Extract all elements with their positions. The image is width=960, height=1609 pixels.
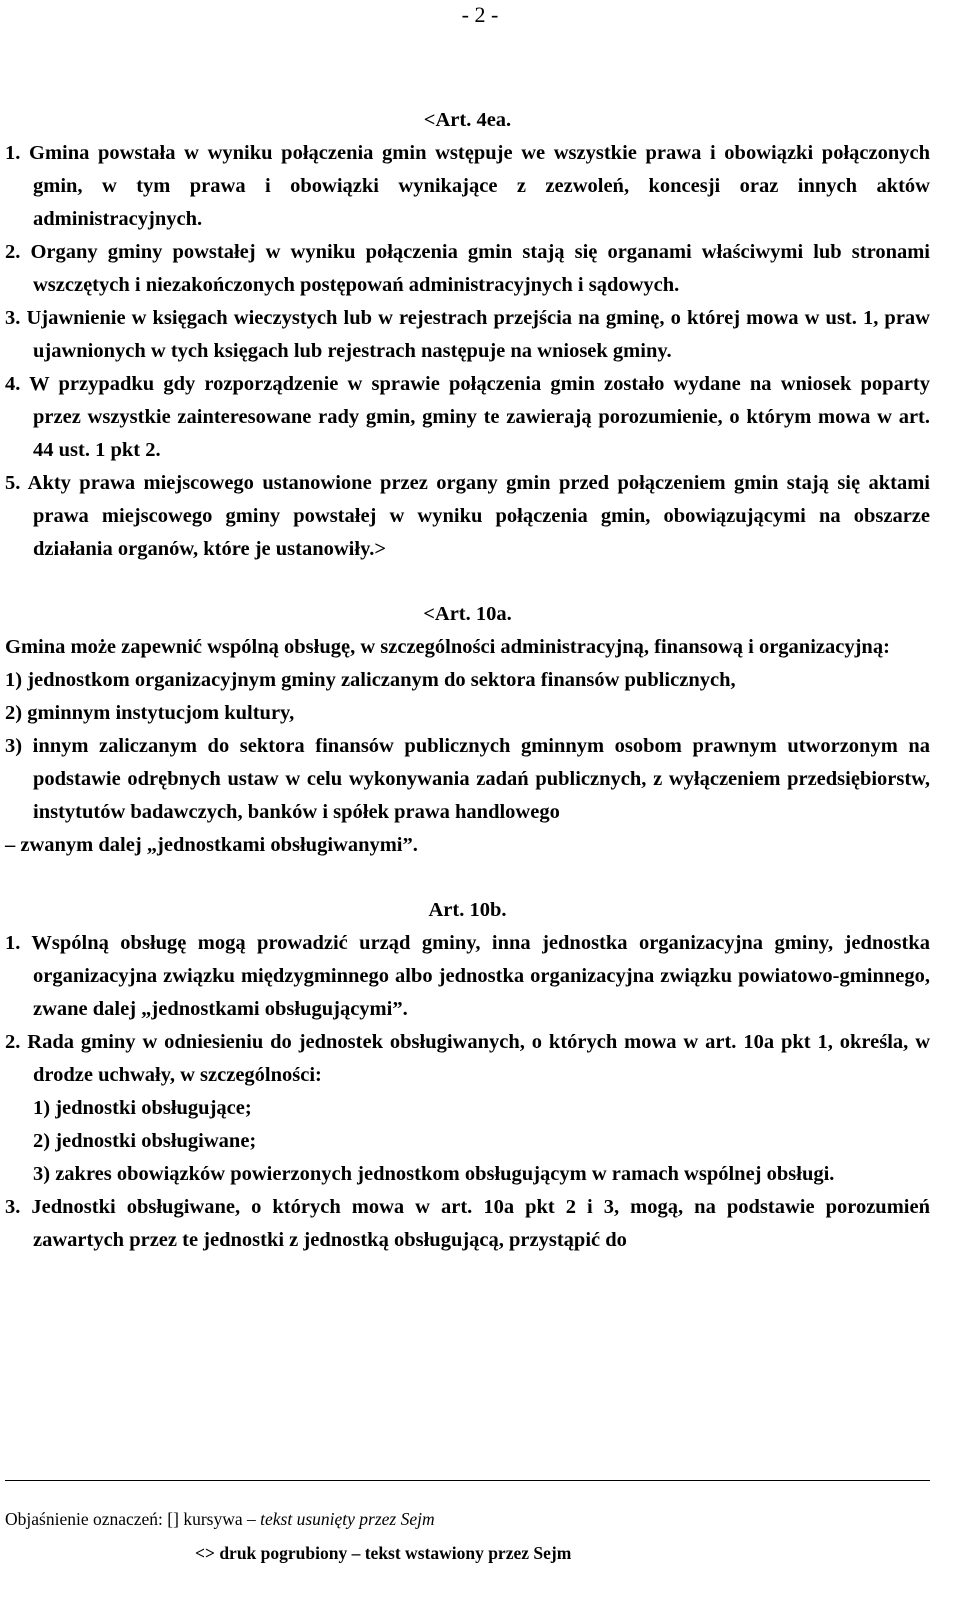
art-4ea-paragraph-4: 4. W przypadku gdy rozporządzenie w sprawie połączenia gmin zostało wydane na wniosek poparty przez wszystkie zainteresowane rady gmin, gminy te zawierają porozumienie, o którym mowa w art. 44 ust. 1 pkt 2. [5, 373, 930, 461]
art-10b-p2-item-1: 1) jednostki obsługujące; [33, 1097, 252, 1119]
legend-italic-key: [] kursywa – [167, 1509, 256, 1529]
art-4ea-paragraph-5: 5. Akty prawa miejscowego ustanowione przez organy gmin przed połączeniem gmin stają się aktami prawa miejscowego gminy powstałej w wyniku połączenia gmin, obowiązującymi na obszarze działania organów, które je ustanowiły.> [5, 472, 930, 560]
legend-italic-line [5, 1509, 925, 1530]
art-4ea-paragraph-3: 3. Ujawnienie w księgach wieczystych lub w rejestrach przejścia na gminę, o której mowa w ust. 1, praw ujawnionych w tych księgach lub rejestrach następuje na wniosek gminy. [5, 307, 930, 362]
art-10a-intro: Gmina może zapewnić wspólną obsługę, w szczególności administracyjną, finansową i organizacyjną: [5, 636, 890, 658]
art-10b-p2-item-3: 3) zakres obowiązków powierzonych jednostkom obsługującym w ramach wspólnej obsługi. [33, 1163, 835, 1185]
document-body [5, 104, 930, 1257]
art-4ea-paragraph-1: 1. Gmina powstała w wyniku połączenia gmin wstępuje we wszystkie prawa i obowiązki połączonych gmin, w tym prawa i obowiązki wynikające z zezwoleń, koncesji oraz innych aktów administracyjnych. [5, 142, 930, 230]
legend-footer [5, 1480, 925, 1564]
legend-bold-line: <> druk pogrubiony – tekst wstawiony przez Sejm [195, 1543, 572, 1563]
art-10a-item-1: 1) jednostkom organizacyjnym gminy zaliczanym do sektora finansów publicznych, [5, 669, 736, 691]
art-4ea-heading: <Art. 4ea. [423, 109, 512, 131]
art-10b-paragraph-3: 3. Jednostki obsługiwane, o których mowa w art. 10a pkt 2 i 3, mogą, na podstawie porozumień zawartych przez te jednostki z jednostką obsługującą, przystąpić do [5, 1196, 930, 1251]
art-10a-closing: – zwanym dalej „jednostkami obsługiwanymi”. [5, 834, 418, 856]
art-10a-item-2: 2) gminnym instytucjom kultury, [5, 702, 295, 724]
art-10a-item-3: 3) innym zaliczanym do sektora finansów publicznych gminnym osobom prawnym utworzonym na podstawie odrębnych ustaw w celu wykonywania zadań publicznych, z wyłączeniem przedsiębiorstw, instytutów badawczych, banków i spółek prawa handlowego [5, 735, 930, 823]
art-10b-p2-item-2: 2) jednostki obsługiwane; [33, 1130, 257, 1152]
art-10b-paragraph-2: 2. Rada gminy w odniesieniu do jednostek obsługiwanych, o których mowa w art. 10a pkt 1, określa, w drodze uchwały, w szczególności: [5, 1031, 930, 1086]
legend-label: Objaśnienie oznaczeń: [5, 1509, 163, 1529]
art-10b-paragraph-2-list [5, 1092, 930, 1191]
footer-divider [5, 1480, 930, 1481]
art-10b-heading: Art. 10b. [428, 899, 507, 921]
art-10a-heading: <Art. 10a. [423, 603, 512, 625]
art-4ea-paragraph-2: 2. Organy gminy powstałej w wyniku połączenia gmin stają się organami właściwymi lub stronami wszczętych i niezakończonych postępowań administracyjnych i sądowych. [5, 241, 930, 296]
legend-italic-description: tekst usunięty przez Sejm [260, 1509, 435, 1529]
page-number: - 2 - [461, 2, 499, 27]
art-10b-paragraph-1: 1. Wspólną obsługę mogą prowadzić urząd gminy, inna jednostka organizacyjna gminy, jednostka organizacyjna związku międzygminnego albo jednostka organizacyjna związku powiatowo-gminnego, zwane dalej „jednostkami obsługującymi”. [5, 932, 930, 1020]
